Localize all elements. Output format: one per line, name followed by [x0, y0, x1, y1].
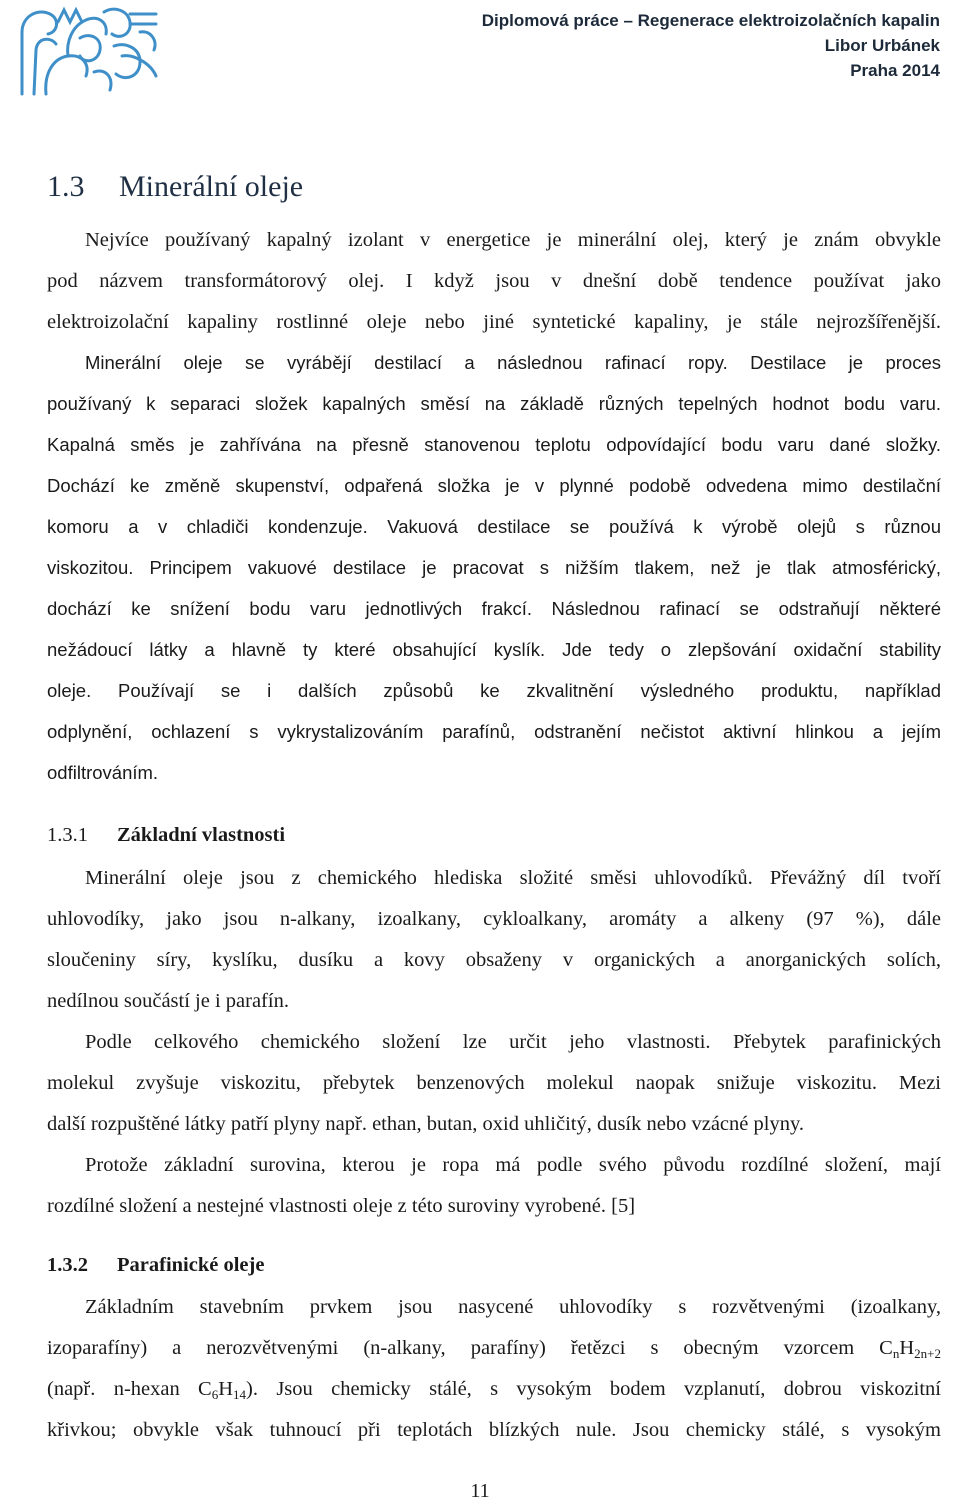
- subsection-number: 1.3.2: [47, 1254, 88, 1276]
- subsection-heading: [47, 824, 285, 847]
- header-author: Libor Urbánek: [824, 36, 940, 55]
- hexane-formula: $C_6H_{14}$: [198, 1378, 247, 1402]
- text-line: molekul zvyšuje viskozitu, přebytek benzenových molekul naopak snižuje viskozitu. Mezi: [47, 1072, 941, 1094]
- text-line: Kapalná směs je zahřívána na přesně stanovenou teplotu odpovídající bodu varu dané složky.: [47, 434, 941, 455]
- text-line: křivkou; obvykle však tuhnoucí při teplotách blízkých nule. Jsou chemicky stálé, s vysokým: [47, 1419, 941, 1441]
- section-heading: [47, 170, 303, 204]
- text-line: pod názvem transformátorový olej. I když jsou v dnešní době tendence používat jako: [47, 270, 941, 292]
- text-line: nežádoucí látky a hlavně ty které obsahující kyslík. Jde tedy o zlepšování oxidační stability: [47, 639, 941, 660]
- text-line: rozdílné složení a nestejné vlastnosti oleje z této suroviny vyrobené. [5]: [47, 1195, 636, 1217]
- university-logo: [10, 2, 162, 97]
- text-line: Základním stavebním prvkem jsou nasycené uhlovodíky s rozvětvenými (izoalkany,: [85, 1296, 941, 1318]
- text-line: Nejvíce používaný kapalný izolant v energetice je minerální olej, který je znám obvykle: [85, 229, 941, 251]
- text-line: nedílnou součástí je i parafín.: [47, 990, 289, 1012]
- subsection-title: Parafinické oleje: [117, 1254, 265, 1276]
- text-line-with-formula: (např. n-hexan $C_6H_{14}$). Jsou chemicky stálé, s vysokým bodem vzplanutí, dobrou viskozitní: [47, 1378, 942, 1402]
- header-place-year: Praha 2014: [850, 61, 940, 80]
- text-line: Podle celkového chemického složení lze určit jeho vlastnosti. Přebytek parafinických: [85, 1031, 941, 1053]
- general-formula: $C_nH_{2n+2}$: [879, 1337, 941, 1361]
- text-line: uhlovodíky, jako jsou n-alkany, izoalkany, cykloalkany, aromáty a alkeny (97 %), dále: [47, 908, 941, 930]
- text-line: Minerální oleje se vyrábějí destilací a následnou rafinací ropy. Destilace je proces: [85, 352, 941, 373]
- text-line: sloučeniny síry, kyslíku, dusíku a kovy obsaženy v organických a anorganických solích,: [47, 949, 941, 971]
- text-line: komoru a v chladiči kondenzuje. Vakuová destilace se používá k výrobě olejů s různou: [47, 516, 941, 537]
- text-line: další rozpuštěné látky patří plyny např. ethan, butan, oxid uhličitý, dusík nebo vzácné plyny.: [47, 1113, 804, 1135]
- text-line: Protože základní surovina, kterou je ropa má podle svého původu rozdílné složení, mají: [85, 1154, 941, 1176]
- text-line: Minerální oleje jsou z chemického hlediska složité směsi uhlovodíků. Převážný díl tvoří: [85, 867, 941, 889]
- header-thesis-title: Diplomová práce – Regenerace elektroizolačních kapalin: [481, 11, 940, 30]
- text-line: viskozitou. Principem vakuové destilace je pracovat s nižším tlakem, než je tlak atmosférický,: [47, 557, 941, 578]
- subsection-title: Základní vlastnosti: [117, 824, 286, 846]
- text-line: odfiltrováním.: [47, 762, 159, 783]
- text-line: používaný k separaci složek kapalných směsí na základě různých tepelných hodnot bodu varu.: [47, 393, 941, 414]
- text-line: dochází ke snížení bodu varu jednotlivých frakcí. Následnou rafinací se odstraňují některé: [47, 598, 941, 619]
- section-number: 1.3: [47, 170, 85, 203]
- text-line: odplynění, ochlazení s vykrystalizováním parafínů, odstranění nečistot aktivní hlinkou a jejím: [47, 721, 941, 742]
- text-line: Dochází ke změně skupenství, odpařená složka je v plynné podobě odvedena mimo destilační: [47, 475, 941, 496]
- subsection-heading: [47, 1254, 264, 1277]
- page-number: 11: [470, 1480, 490, 1502]
- subsection-number: 1.3.1: [47, 824, 88, 846]
- text-line: oleje. Používají se i dalších způsobů ke zkvalitnění výsledného produktu, například: [47, 680, 941, 701]
- text-line: elektroizolační kapaliny rostlinné oleje nebo jiné syntetické kapaliny, je stále nejrozšířenější.: [47, 311, 941, 333]
- text-line-with-formula: izoparafíny) a nerozvětvenými (n-alkany, parafíny) řetězci s obecným vzorcem $C_nH_{2n+2}$: [47, 1337, 941, 1361]
- page-header: [482, 8, 940, 83]
- section-title: Minerální oleje: [119, 170, 304, 203]
